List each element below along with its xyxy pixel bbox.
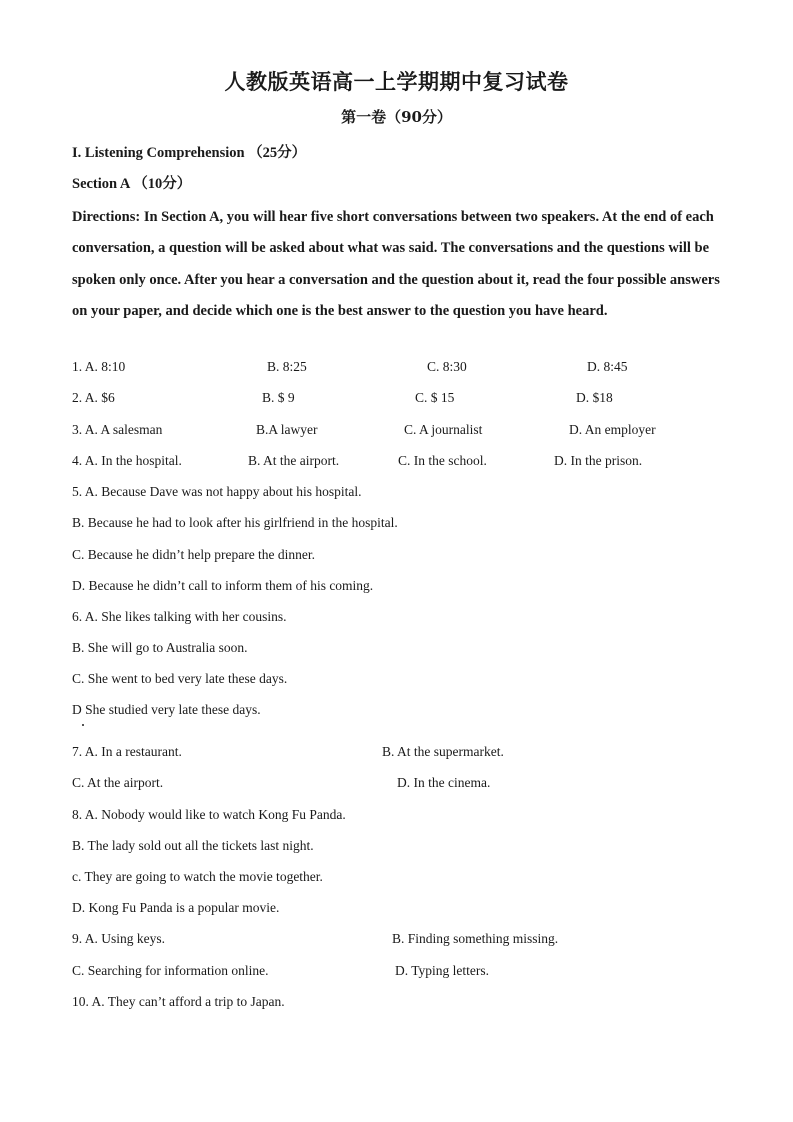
q5-option-a: 5. A. Because Dave was not happy about his hospital. [72,484,362,499]
q8-option-c: c. They are going to watch the movie together. [72,869,323,884]
section-heading: Section A （10分） [72,176,192,192]
q9-option-d: D. Typing letters. [395,963,490,978]
page-title: 人教版英语高一上学期期中复习试卷 [224,69,569,94]
q6-option-d: D She studied very late these days. [72,702,261,717]
q4-option-b: B. At the airport. [248,453,340,468]
q6-option-b: B. She will go to Australia soon. [72,640,248,655]
q4-option-c: C. In the school. [398,453,487,468]
q1-option-d: D. 8:45 [587,359,628,374]
q5-option-d: D. Because he didn’t call to inform them of his coming. [72,578,374,593]
q4-option-d: D. In the prison. [554,453,643,468]
q10-option-a: 10. A. They can’t afford a trip to Japan. [72,994,285,1009]
volume-subtitle: 第一卷（90分） [341,108,452,126]
q2-option-b: B. $ 9 [262,390,295,405]
q6-option-a: 6. A. She likes talking with her cousins. [72,609,287,624]
q9-option-a: 9. A. Using keys. [72,931,166,946]
q2-option-d: D. $18 [576,390,613,405]
q6-option-c: C. She went to bed very late these days. [72,671,288,686]
q3-option-d: D. An employer [569,422,656,437]
q8-option-a: 8. A. Nobody would like to watch Kong Fu Panda. [72,807,346,822]
q7-option-c: C. At the airport. [72,775,164,790]
q3-option-b: B.A lawyer [256,422,318,437]
q9-option-b: B. Finding something missing. [392,931,559,946]
q7-option-d: D. In the cinema. [397,775,491,790]
q8-option-b: B. The lady sold out all the tickets last night. [72,838,314,853]
q2-option-c: C. $ 15 [415,390,455,405]
q3-option-a: 3. A. A salesman [72,422,163,437]
q9-option-c: C. Searching for information online. [72,963,269,978]
q8-option-d: D. Kong Fu Panda is a popular movie. [72,900,280,915]
q1-option-b: B. 8:25 [267,359,307,374]
q5-option-b: B. Because he had to look after his girlfriend in the hospital. [72,515,398,530]
q1-option-c: C. 8:30 [427,359,467,374]
stray-dot-mark [82,724,84,726]
q4-option-a: 4. A. In the hospital. [72,453,182,468]
q7-option-a: 7. A. In a restaurant. [72,744,182,759]
q3-option-c: C. A journalist [404,422,483,437]
part-heading: I. Listening Comprehension （25分） [72,145,307,161]
q5-option-c: C. Because he didn’t help prepare the dinner. [72,547,316,562]
q1-option-a: 1. A. 8:10 [72,359,126,374]
q2-option-a: 2. A. $6 [72,390,115,405]
directions-text: Directions: In Section A, you will hear five short conversations between two speakers. At the end of each conversation, a question will be asked about what was said. The conversations and the questions will be spoken only once. After you hear a conversation and the question about it, read the four possible answers on your paper, and decide which one is the best answer to the question you have heard. [72,209,720,319]
q7-option-b: B. At the supermarket. [382,744,504,759]
